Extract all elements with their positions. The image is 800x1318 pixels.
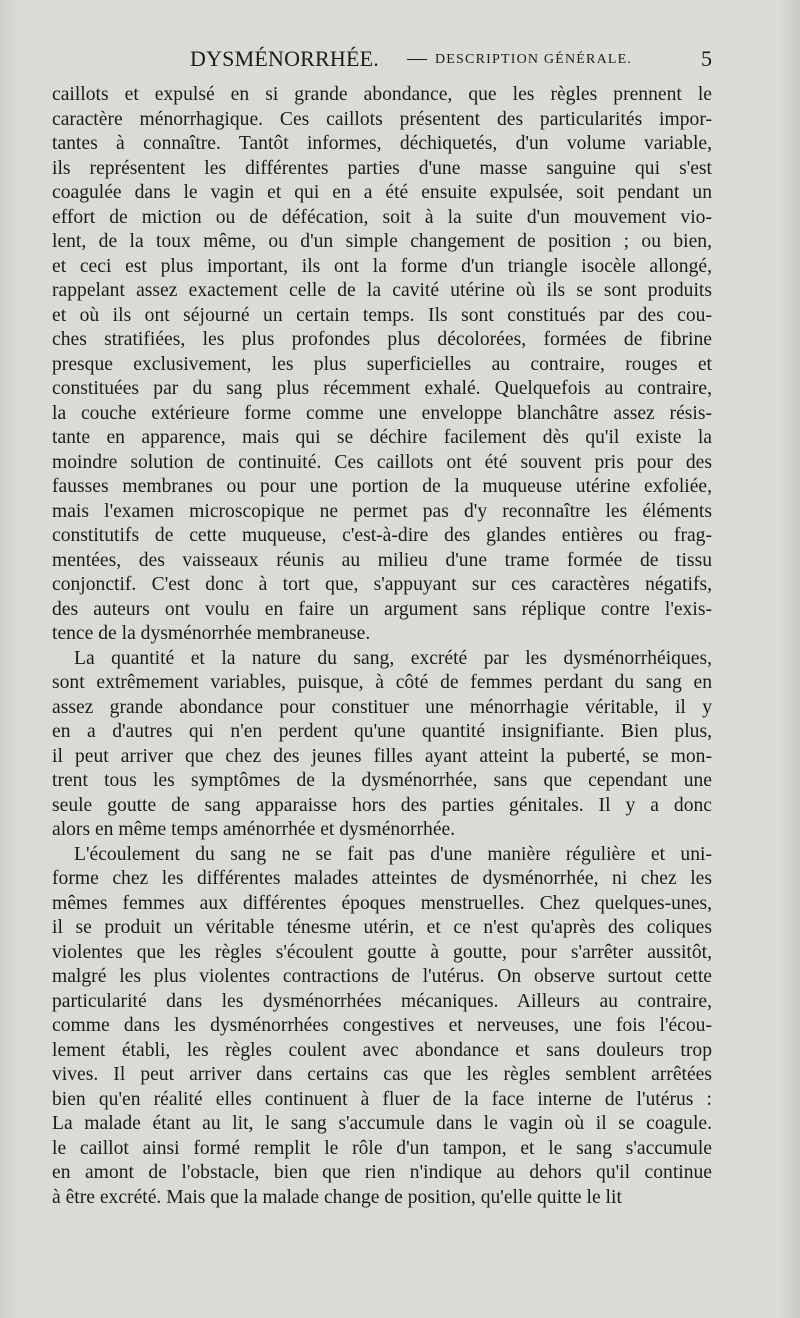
text-line: violentes que les règles s'écoulent goutte à goutte, pour s'arrêter aussitôt,	[52, 941, 712, 963]
text-line: mais l'examen microscopique ne permet pas d'y reconnaître les éléments	[52, 500, 712, 522]
text-line: la couche extérieure forme comme une enveloppe blanchâtre assez résis-	[52, 402, 712, 424]
running-title: DYSMÉNORRHÉE.	[190, 46, 379, 71]
text-line: alors en même temps aménorrhée et dysménorrhée.	[52, 819, 456, 840]
text-line: fausses membranes ou pour une portion de la muqueuse utérine exfoliée,	[52, 476, 712, 497]
body-text	[52, 83, 712, 1210]
text-line: vives. Il peut arriver dans certains cas que les règles semblent arrêtées	[52, 1064, 712, 1085]
text-line: tantes à connaître. Tantôt informes, déchiquetés, d'un volume variable,	[52, 133, 712, 154]
text-line: coagulée dans le vagin et qui en a été ensuite expulsée, soit pendant un	[52, 182, 712, 203]
text-line: lement établi, les règles coulent avec abondance et sans douleurs trop	[52, 1039, 712, 1061]
text-line: assez grande abondance pour constituer une ménorrhagie véritable, il y	[52, 696, 712, 718]
text-line: à être excrété. Mais que la malade change de position, qu'elle quitte le lit	[52, 1186, 622, 1208]
text-line: presque exclusivement, les plus superficielles au contraire, rouges et	[52, 353, 712, 375]
text-line: bien qu'en réalité elles continuent à fluer de la face interne de l'utérus :	[52, 1088, 712, 1110]
text-line: moindre solution de continuité. Ces caillots ont été souvent pris pour des	[52, 451, 712, 473]
text-line: ches stratifiées, les plus profondes plus décolorées, formées de fibrine	[52, 329, 712, 350]
text-line: L'écoulement du sang ne se fait pas d'une manière régulière et uni-	[74, 843, 712, 865]
text-line: et ceci est plus important, ils ont la forme d'un triangle isocèle allongé,	[52, 255, 712, 277]
text-line: malgré les plus violentes contractions de l'utérus. On observe surtout cette	[52, 966, 712, 987]
section-title: DESCRIPTION GÉNÉRALE.	[435, 52, 633, 67]
text-line: lent, de la toux même, ou d'un simple changement de position ; ou bien,	[52, 231, 712, 252]
text-line: il se produit un véritable ténesme utérin, et ce n'est qu'après des coliques	[52, 917, 712, 938]
text-line: conjonctif. C'est donc à tort que, s'appuyant sur ces caractères négatifs,	[52, 574, 712, 595]
text-line: en amont de l'obstacle, bien que rien n'indique au dehors qu'il continue	[52, 1162, 712, 1183]
text-line: caractère ménorrhagique. Ces caillots présentent des particularités impor-	[52, 108, 712, 130]
text-line: et où ils ont séjourné un certain temps. Ils sont constitués par des cou-	[52, 304, 712, 326]
text-line: trent tous les symptômes de la dysménorrhée, sans que cependant une	[52, 770, 712, 791]
text-line: seule goutte de sang apparaisse hors des parties génitales. Il y a donc	[52, 794, 712, 816]
text-line: mentées, des vaisseaux réunis au milieu d'une trame formée de tissu	[52, 549, 712, 571]
text-line: tante en apparence, mais qui se déchire facilement dès qu'il existe la	[52, 427, 712, 448]
text-line: rappelant assez exactement celle de la cavité utérine où ils se sont produits	[52, 280, 712, 301]
text-line: effort de miction ou de défécation, soit à la suite d'un mouvement vio-	[52, 206, 712, 228]
text-line: comme dans les dysménorrhées congestives et nerveuses, une fois l'écou-	[52, 1015, 712, 1036]
text-line: La quantité et la nature du sang, excrété par les dysménorrhéiques,	[74, 647, 712, 669]
text-line: forme chez les différentes malades atteintes de dysménorrhée, ni chez les	[52, 868, 712, 889]
text-line: constituées par du sang plus récemment exhalé. Quelquefois au contraire,	[52, 378, 712, 399]
text-line: ils représentent les différentes parties d'une masse sanguine qui s'est	[52, 157, 712, 179]
text-line: constitutifs de cette muqueuse, c'est-à-dire des glandes entières ou frag-	[52, 525, 712, 546]
text-line: tence de la dysménorrhée membraneuse.	[52, 623, 371, 644]
text-line: caillots et expulsé en si grande abondance, que les règles prennent le	[52, 84, 712, 105]
text-line: La malade étant au lit, le sang s'accumule dans le vagin où il se coagule.	[52, 1113, 712, 1134]
header-dash: —	[407, 47, 427, 69]
text-line: en a d'autres qui n'en perdent qu'une quantité insignifiante. Bien plus,	[52, 721, 712, 742]
text-line: particularité dans les dysménorrhées mécaniques. Ailleurs au contraire,	[52, 990, 712, 1012]
text-line: il peut arriver que chez des jeunes filles ayant atteint la puberté, se mon-	[52, 745, 712, 767]
text-line: sont extrêmement variables, puisque, à côté de femmes perdant du sang en	[52, 672, 712, 693]
text-line: des auteurs ont voulu en faire un argument sans réplique contre l'exis-	[52, 598, 712, 620]
page-header	[52, 46, 712, 74]
text-line: mêmes femmes aux différentes époques menstruelles. Chez quelques-unes,	[52, 892, 712, 914]
page-number: 5	[701, 46, 712, 71]
text-line: le caillot ainsi formé remplit le rôle d'un tampon, et le sang s'accumule	[52, 1137, 712, 1159]
